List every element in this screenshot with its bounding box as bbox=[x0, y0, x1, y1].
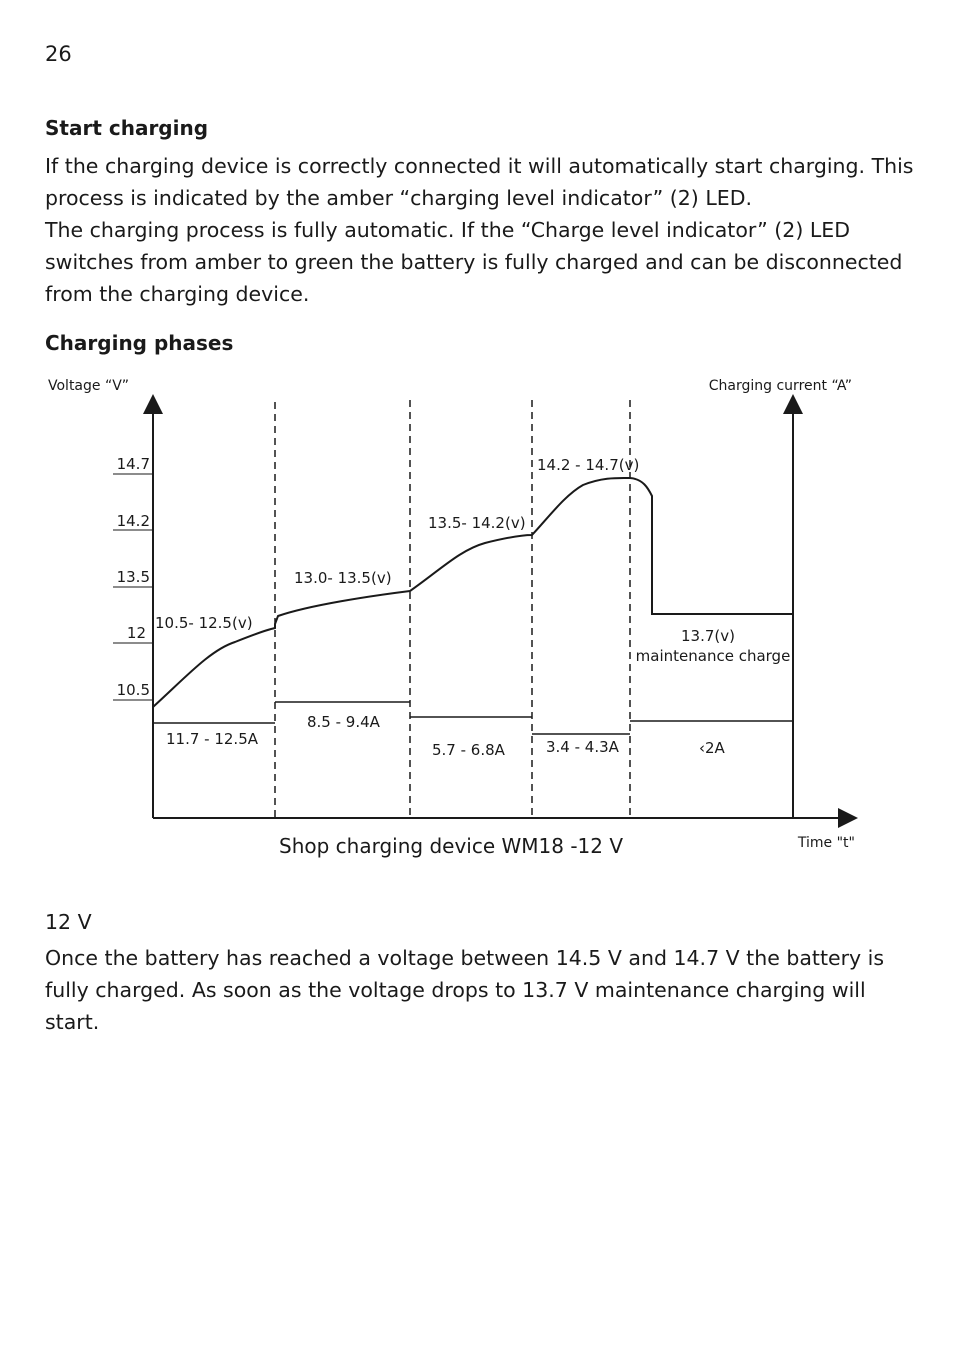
y-tick-label: 14.2 bbox=[116, 512, 150, 530]
section-heading-charging-phases: Charging phases bbox=[45, 331, 234, 355]
page-number: 26 bbox=[45, 42, 72, 66]
text-line: If the charging device is correctly connected it will automatically start charging. This bbox=[45, 154, 914, 178]
voltage-label: 13.0- 13.5(v) bbox=[294, 569, 392, 587]
current-label: 8.5 - 9.4A bbox=[307, 713, 380, 731]
paragraph-12v bbox=[45, 942, 895, 1038]
time-axis-label: Time "t" bbox=[797, 835, 855, 851]
voltage-axis-label: Voltage “V” bbox=[48, 378, 130, 394]
voltage-curve bbox=[153, 478, 793, 707]
current-label: ‹2A bbox=[699, 739, 725, 757]
current-label: 11.7 - 12.5A bbox=[166, 730, 259, 748]
y-tick-label: 10.5 bbox=[116, 681, 150, 699]
section-heading-12v: 12 V bbox=[45, 910, 92, 934]
y-tick-label: 14.7 bbox=[116, 455, 150, 473]
y-ticks bbox=[113, 455, 153, 700]
maintenance-label: maintenance charge bbox=[635, 647, 791, 665]
text-line: process is indicated by the amber “charging level indicator” (2) LED. bbox=[45, 186, 752, 210]
current-axis-label: Charging current “A” bbox=[708, 378, 852, 394]
current-label: 3.4 - 4.3A bbox=[546, 738, 619, 756]
current-label: 5.7 - 6.8A bbox=[432, 741, 505, 759]
voltage-label: 13.7(v) bbox=[681, 627, 735, 645]
y-tick-label: 13.5 bbox=[116, 568, 150, 586]
text-line: switches from amber to green the battery is fully charged and can be disconnected bbox=[45, 250, 903, 274]
diagram-caption: Shop charging device WM18 -12 V bbox=[279, 834, 624, 858]
y-tick-label: 12 bbox=[126, 624, 146, 642]
voltage-label: 10.5- 12.5(v) bbox=[155, 614, 253, 632]
text-line: Once the battery has reached a voltage between 14.5 V and 14.7 V the battery is bbox=[45, 946, 885, 970]
text-line: The charging process is fully automatic. If the “Charge level indicator” (2) LED bbox=[45, 218, 851, 242]
text-line: fully charged. As soon as the voltage drops to 13.7 V maintenance charging will bbox=[45, 978, 866, 1002]
section-heading-start-charging: Start charging bbox=[45, 116, 209, 140]
charging-phases-diagram bbox=[0, 360, 954, 880]
text-line: from the charging device. bbox=[45, 282, 310, 306]
voltage-label: 14.2 - 14.7(v) bbox=[537, 456, 640, 474]
voltage-label: 13.5- 14.2(v) bbox=[428, 514, 526, 532]
text-line: start. bbox=[45, 1010, 100, 1034]
paragraph-start-charging bbox=[45, 150, 914, 310]
